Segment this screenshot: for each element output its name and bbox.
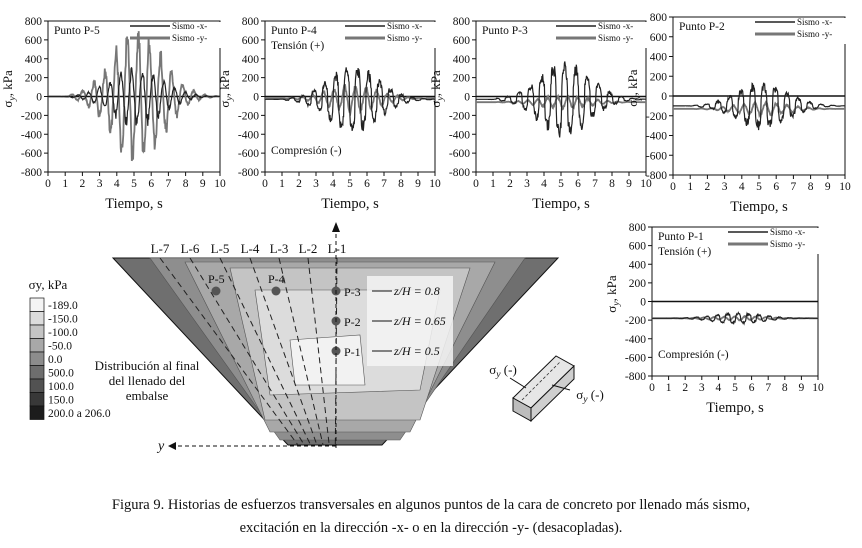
y-tick-label: 600 xyxy=(24,34,42,47)
legend-label-sismo-y: Sismo -y- xyxy=(770,239,806,249)
x-tick-label: 3 xyxy=(313,178,319,190)
x-tick-label: 3 xyxy=(698,382,705,394)
layer-label: L-1 xyxy=(327,241,347,256)
y-axis-label xyxy=(217,70,235,108)
x-tick-label: 1 xyxy=(687,181,694,193)
series-line-sismo-y xyxy=(673,102,845,116)
x-tick-label: 5 xyxy=(347,178,353,190)
x-tick-label: 9 xyxy=(626,178,632,190)
legend-swatch xyxy=(30,393,44,407)
x-axis-label: Tiempo, s xyxy=(321,196,379,212)
legend-entry-label: 500.0 xyxy=(48,367,74,380)
x-tick-label: 10 xyxy=(839,181,851,193)
x-tick-label: 8 xyxy=(182,178,189,190)
y-tick-label: 200 xyxy=(628,277,646,290)
point-label: P-3 xyxy=(344,285,361,299)
x-tick-label: 3 xyxy=(96,178,103,190)
distribution-description: embalse xyxy=(125,388,169,403)
series-line-sismo-x xyxy=(652,313,818,324)
y-tick-label: 400 xyxy=(241,53,259,66)
y-tick-label: -200 xyxy=(448,110,470,123)
x-tick-label: 1 xyxy=(490,178,496,190)
x-tick-label: 10 xyxy=(214,178,226,190)
stress-history-chart-5 xyxy=(604,222,824,416)
y-tick-label: -600 xyxy=(237,148,259,161)
y-tick-label: -800 xyxy=(448,167,470,179)
x-tick-label: 6 xyxy=(364,178,370,190)
y-tick-label: -200 xyxy=(237,110,259,123)
legend-swatch xyxy=(30,298,44,312)
y-tick-label: 200 xyxy=(24,72,42,85)
x-tick-label: 0 xyxy=(649,382,655,394)
y-tick-label: 0 xyxy=(640,296,646,309)
distribution-description: del llenado del xyxy=(108,373,186,388)
y-tick-label: -600 xyxy=(20,148,42,161)
legend-label-sismo-x: Sismo -x- xyxy=(387,21,423,31)
y-tick-label: 0 xyxy=(464,91,470,104)
x-tick-label: 8 xyxy=(781,382,788,394)
legend-swatch xyxy=(30,325,44,339)
y-tick-label: -800 xyxy=(645,170,667,182)
stress-history-chart-1 xyxy=(0,16,226,212)
y-tick-label: -400 xyxy=(624,333,646,346)
x-tick-label: 7 xyxy=(165,178,172,190)
zh-label: z/H = 0.5 xyxy=(394,344,440,358)
y-tick-label: 600 xyxy=(241,34,259,47)
legend-swatch xyxy=(30,312,44,326)
series-line-sismo-x xyxy=(673,83,845,130)
legend-entry-label: 200.0 a 206.0 xyxy=(48,408,111,420)
x-tick-label: 8 xyxy=(398,178,404,190)
figure-caption-line2: excitación en la dirección -x- o en la dirección -y- (desacopladas). xyxy=(239,520,623,536)
x-tick-label: 10 xyxy=(429,178,441,190)
legend-label-sismo-y: Sismo -y- xyxy=(172,33,208,43)
sigma-label-right xyxy=(576,387,604,405)
x-tick-label: 10 xyxy=(640,178,652,190)
x-tick-label: 9 xyxy=(415,178,421,190)
vertical-axis-arrow xyxy=(332,222,340,232)
x-tick-label: 0 xyxy=(262,178,268,190)
legend-swatch xyxy=(30,406,44,420)
x-tick-label: 5 xyxy=(131,178,137,190)
x-tick-label: 5 xyxy=(732,382,738,394)
x-tick-label: 2 xyxy=(682,382,689,394)
legend-swatch xyxy=(30,379,44,393)
y-axis-name: y xyxy=(158,439,165,454)
legend-entry-label: 0.0 xyxy=(48,354,63,366)
y-tick-label: 400 xyxy=(628,259,646,272)
x-tick-label: 5 xyxy=(558,178,564,190)
layer-label: L-6 xyxy=(180,241,200,256)
legend-entry-label: -150.0 xyxy=(48,313,78,326)
x-tick-label: 4 xyxy=(715,382,722,394)
svg-text:σy, kPa: $\sigma_y$, kPa xyxy=(0,70,18,108)
layer-label: L-5 xyxy=(210,241,230,256)
y-tick-label: 800 xyxy=(24,16,42,28)
x-tick-label: 0 xyxy=(473,178,479,190)
y-tick-label: -800 xyxy=(237,167,259,179)
zh-label: z/H = 0.65 xyxy=(394,314,446,328)
x-axis-label: Tiempo, s xyxy=(532,196,590,212)
tension-note: Tensión (+) xyxy=(658,246,712,258)
element-sketch xyxy=(489,356,604,421)
y-tick-label: 200 xyxy=(452,72,470,85)
y-tick-label: 0 xyxy=(253,91,259,104)
chart-title: Punto P-5 xyxy=(54,25,100,37)
legend-label-sismo-y: Sismo -y- xyxy=(387,33,423,43)
y-axis-label xyxy=(428,70,446,108)
x-tick-label: 9 xyxy=(199,178,206,190)
distribution-description: Distribución al final xyxy=(94,358,200,373)
y-tick-label: 400 xyxy=(649,51,667,64)
point-label: P-4 xyxy=(268,272,285,286)
y-tick-label: 0 xyxy=(36,91,42,104)
x-tick-label: 4 xyxy=(738,181,745,193)
x-tick-label: 10 xyxy=(812,382,824,394)
tension-note: Tensión (+) xyxy=(271,40,325,52)
x-tick-label: 3 xyxy=(721,181,728,193)
stress-history-chart-2 xyxy=(217,16,441,212)
y-tick-label: -600 xyxy=(645,150,667,163)
y-tick-label: -400 xyxy=(645,130,667,143)
x-tick-label: 4 xyxy=(330,178,336,190)
y-tick-label: -400 xyxy=(237,129,259,142)
layer-label: L-4 xyxy=(240,241,260,256)
layer-label: L-7 xyxy=(150,241,170,256)
point-marker xyxy=(212,287,221,296)
x-tick-label: 6 xyxy=(773,181,780,193)
stress-history-chart-3 xyxy=(428,16,652,212)
x-tick-label: 2 xyxy=(79,178,86,190)
x-tick-label: 1 xyxy=(62,178,69,190)
figure-caption-line1: Figura 9. Historias de esfuerzos transversales en algunos puntos de la cara de concreto por llenado más sismo, xyxy=(111,497,751,513)
x-tick-label: 1 xyxy=(279,178,285,190)
legend-label-sismo-y: Sismo -y- xyxy=(797,29,833,39)
x-tick-label: 1 xyxy=(665,382,672,394)
layer-label: L-3 xyxy=(269,241,289,256)
svg-text:σy, kPa: $\sigma_y$, kPa xyxy=(217,70,235,108)
stress-color-legend xyxy=(29,277,111,420)
y-axis-label xyxy=(0,70,18,108)
svg-text:σy (-): $\sigma_y$ (-) xyxy=(489,362,517,380)
x-tick-label: 8 xyxy=(807,181,814,193)
x-tick-label: 7 xyxy=(765,382,772,394)
legend-entry-label: 150.0 xyxy=(48,394,74,407)
y-tick-label: -200 xyxy=(645,110,667,123)
compression-note: Compresión (-) xyxy=(271,145,342,157)
legend-label-sismo-x: Sismo -x- xyxy=(598,21,634,31)
y-tick-label: 800 xyxy=(452,16,470,28)
svg-text:σy, kPa: $\sigma_y$, kPa xyxy=(625,69,643,107)
chart-title: Punto P-4 xyxy=(271,25,317,37)
stress-history-chart-4 xyxy=(625,12,851,215)
y-tick-label: 800 xyxy=(649,12,667,24)
y-tick-label: -400 xyxy=(448,129,470,142)
point-label: P-1 xyxy=(344,345,361,359)
sigma-arrow-1 xyxy=(510,378,526,388)
x-tick-label: 6 xyxy=(575,178,581,190)
y-tick-label: -600 xyxy=(448,148,470,161)
x-tick-label: 3 xyxy=(524,178,530,190)
point-marker xyxy=(272,287,281,296)
y-axis-arrow xyxy=(168,442,176,450)
x-tick-label: 7 xyxy=(790,181,797,193)
chart-title: Punto P-3 xyxy=(482,25,528,37)
chart-title: Punto P-1 xyxy=(658,231,704,243)
legend-swatch xyxy=(30,366,44,380)
y-tick-label: 400 xyxy=(24,53,42,66)
svg-text:σy, kPa: $\sigma_y$, kPa xyxy=(428,70,446,108)
zh-label: z/H = 0.8 xyxy=(394,284,440,298)
chart-title: Punto P-2 xyxy=(679,21,725,33)
point-label: P-2 xyxy=(344,315,361,329)
x-tick-label: 9 xyxy=(824,181,831,193)
sigma-label-left xyxy=(489,362,517,380)
y-tick-label: -600 xyxy=(624,352,646,365)
concrete-face-diagram xyxy=(95,222,558,454)
svg-text:σy (-): $\sigma_y$ (-) xyxy=(576,387,604,405)
x-axis-label: Tiempo, s xyxy=(706,400,764,416)
legend-label-sismo-y: Sismo -y- xyxy=(598,33,634,43)
legend-label-sismo-x: Sismo -x- xyxy=(770,227,806,237)
legend-title xyxy=(29,277,68,292)
x-axis-label: Tiempo, s xyxy=(105,196,163,212)
x-tick-label: 8 xyxy=(609,178,615,190)
layer-label: L-2 xyxy=(298,241,318,256)
x-tick-label: 6 xyxy=(148,178,155,190)
y-tick-label: 0 xyxy=(661,91,667,103)
legend-entry-label: -189.0 xyxy=(48,300,78,312)
x-tick-label: 0 xyxy=(45,178,51,190)
legend-swatch xyxy=(30,339,44,353)
x-tick-label: 6 xyxy=(748,382,755,394)
series-line-sismo-x xyxy=(265,67,435,131)
y-tick-label: 600 xyxy=(452,34,470,47)
compression-note: Compresión (-) xyxy=(658,349,729,361)
x-tick-label: 0 xyxy=(670,181,676,193)
y-tick-label: -800 xyxy=(624,371,646,383)
svg-text:σy, kPa: $\sigma_y$, kPa xyxy=(604,275,622,313)
legend-swatch xyxy=(30,352,44,366)
x-tick-label: 2 xyxy=(507,178,513,190)
y-tick-label: 200 xyxy=(241,72,259,85)
y-tick-label: 200 xyxy=(649,71,667,84)
y-tick-label: 800 xyxy=(241,16,259,28)
y-tick-label: -200 xyxy=(624,315,646,328)
legend-entry-label: 100.0 xyxy=(48,381,74,393)
y-tick-label: -200 xyxy=(20,110,42,123)
y-axis-label xyxy=(625,69,643,107)
y-tick-label: -800 xyxy=(20,167,42,179)
legend-label-sismo-x: Sismo -x- xyxy=(172,21,208,31)
y-tick-label: 600 xyxy=(649,31,667,44)
x-tick-label: 7 xyxy=(592,178,598,190)
x-tick-label: 4 xyxy=(541,178,547,190)
y-tick-label: 600 xyxy=(628,240,646,253)
legend-entry-label: -50.0 xyxy=(48,340,72,353)
series-line-sismo-x xyxy=(476,62,646,138)
svg-text:σy, kPa: σy, kPa xyxy=(28,277,68,292)
x-tick-label: 5 xyxy=(756,181,762,193)
legend-entry-label: -100.0 xyxy=(48,327,78,339)
legend-label-sismo-x: Sismo -x- xyxy=(797,17,833,27)
x-tick-label: 4 xyxy=(113,178,120,190)
stress-contour-region xyxy=(290,335,365,385)
y-tick-label: 400 xyxy=(452,53,470,66)
x-tick-label: 7 xyxy=(381,178,387,190)
y-tick-label: 800 xyxy=(628,222,646,234)
x-tick-label: 2 xyxy=(704,181,711,193)
x-tick-label: 9 xyxy=(798,382,805,394)
x-tick-label: 2 xyxy=(296,178,302,190)
x-axis-label: Tiempo, s xyxy=(730,199,788,215)
point-label: P-5 xyxy=(208,272,225,286)
y-tick-label: -400 xyxy=(20,129,42,142)
y-axis-label xyxy=(604,275,622,313)
